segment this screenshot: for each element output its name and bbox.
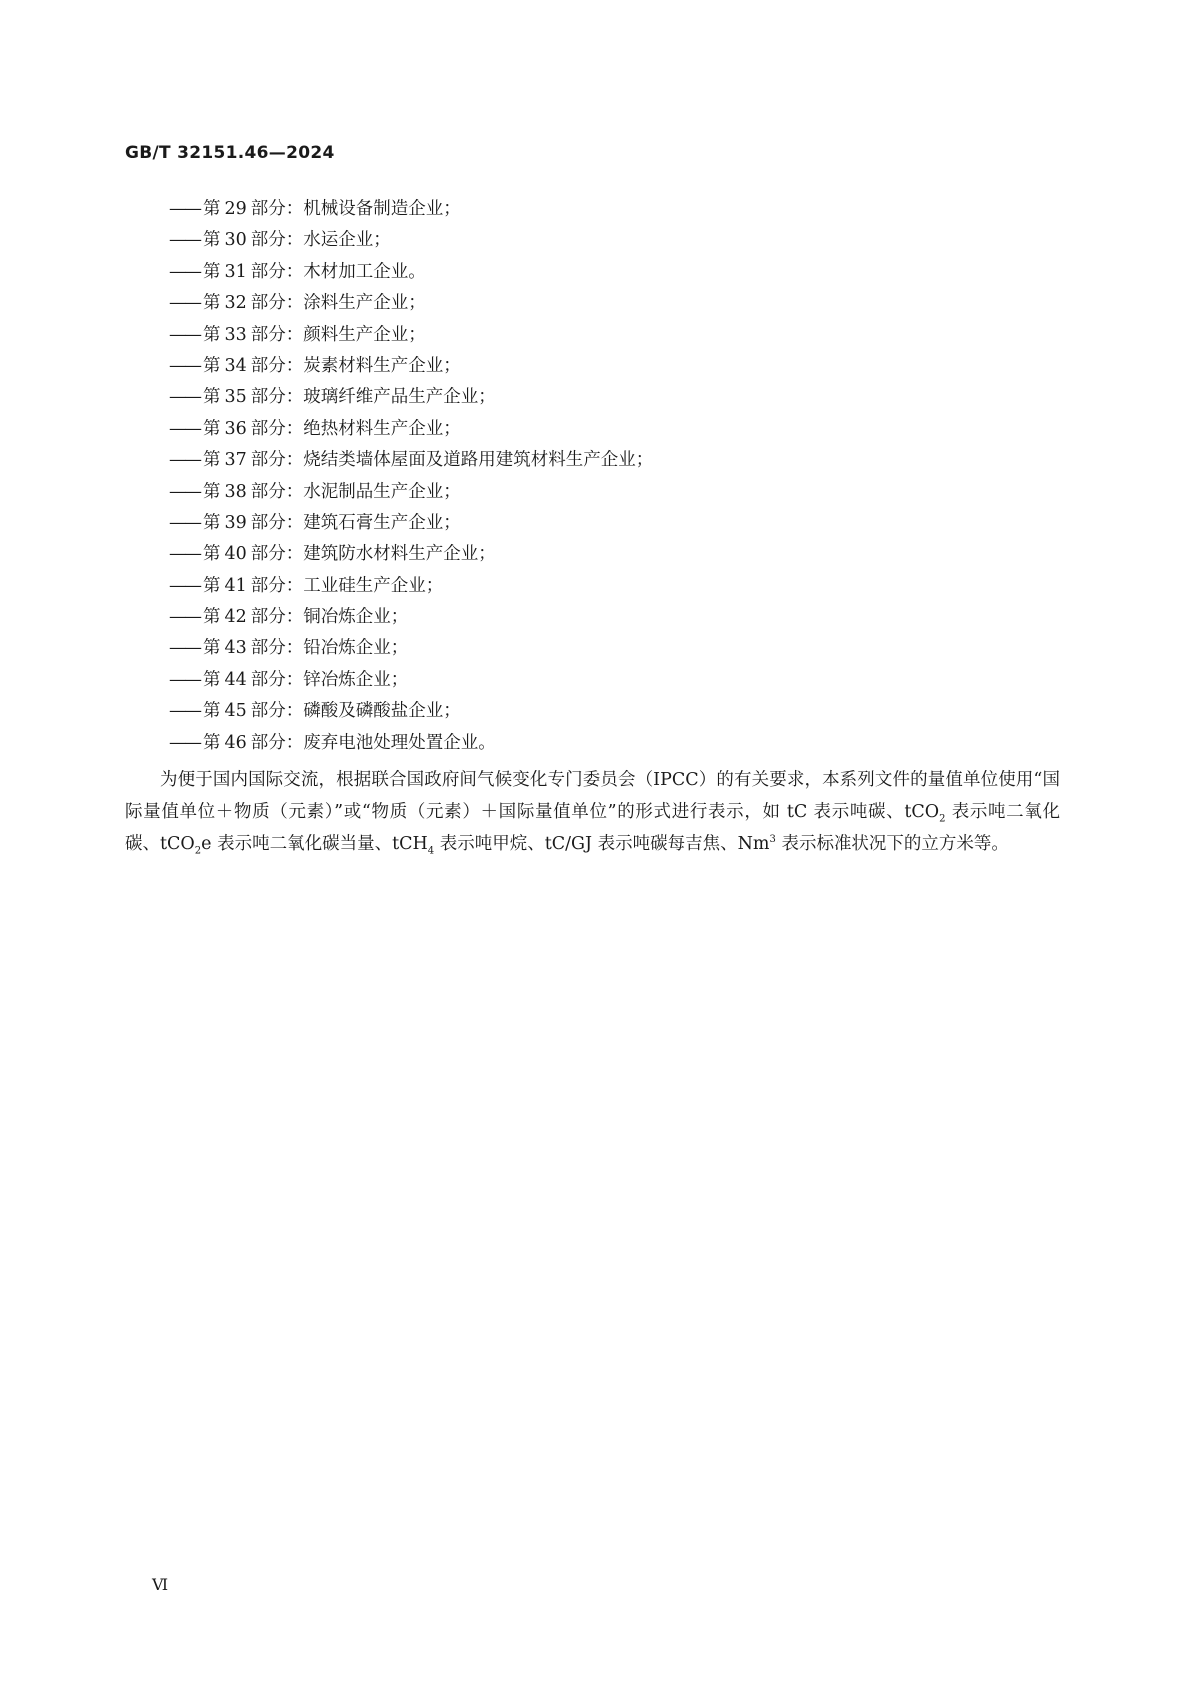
part-number: 30 <box>224 230 247 251</box>
list-item <box>169 351 653 382</box>
dash: —— <box>169 732 200 753</box>
list-item <box>169 320 653 351</box>
paragraph-text-2: 表示吨二氧化碳、tCO <box>125 802 1061 854</box>
part-prefix: 第 <box>203 701 221 722</box>
superscript-3: 3 <box>769 834 776 846</box>
part-title: 铅冶炼企业； <box>303 638 409 659</box>
part-title: 磷酸及磷酸盐企业； <box>303 701 461 722</box>
part-title: 烧结类墙体屋面及道路用建筑材料生产企业； <box>303 450 654 471</box>
part-suffix: 部分： <box>250 355 304 376</box>
part-title: 机械设备制造企业； <box>303 199 461 219</box>
part-prefix: 第 <box>203 481 221 502</box>
part-prefix: 第 <box>203 418 221 439</box>
part-title: 玻璃纤维产品生产企业； <box>303 387 496 408</box>
part-suffix: 部分： <box>250 450 304 471</box>
part-suffix: 部分： <box>250 669 304 690</box>
part-number: 43 <box>224 638 247 659</box>
part-suffix: 部分： <box>250 418 304 439</box>
list-item <box>169 696 653 727</box>
part-suffix: 部分： <box>250 638 304 659</box>
subscript-4: 4 <box>427 845 435 857</box>
part-suffix: 部分： <box>250 261 304 282</box>
part-prefix: 第 <box>203 230 221 251</box>
part-suffix: 部分： <box>250 607 304 628</box>
part-number: 36 <box>224 418 247 439</box>
part-prefix: 第 <box>203 732 221 753</box>
dash: —— <box>169 324 200 345</box>
part-suffix: 部分： <box>250 387 304 408</box>
part-title: 建筑石膏生产企业； <box>303 512 461 533</box>
dash: —— <box>169 512 200 533</box>
part-title: 绝热材料生产企业； <box>303 418 461 439</box>
dash: —— <box>169 669 200 690</box>
part-title: 颜料生产企业； <box>303 324 426 345</box>
part-prefix: 第 <box>203 293 221 314</box>
part-prefix: 第 <box>203 387 221 408</box>
part-title: 炭素材料生产企业； <box>303 355 461 376</box>
paragraph-text-3: e 表示吨二氧化碳当量、tCH <box>201 834 428 854</box>
dash: —— <box>169 355 200 376</box>
part-prefix: 第 <box>203 575 221 596</box>
part-prefix: 第 <box>203 669 221 690</box>
part-prefix: 第 <box>203 261 221 282</box>
dash: —— <box>169 701 200 722</box>
dash: —— <box>169 418 200 439</box>
part-number: 37 <box>224 450 247 471</box>
part-title: 废弃电池处理处置企业。 <box>303 732 496 753</box>
paragraph-text-4: 表示吨甲烷、tC/GJ 表示吨碳每吉焦、Nm <box>434 834 770 854</box>
subscript-2: 2 <box>939 813 946 825</box>
part-prefix: 第 <box>203 544 221 565</box>
part-prefix: 第 <box>203 324 221 345</box>
list-item <box>169 477 653 508</box>
part-prefix: 第 <box>203 355 221 376</box>
list-item <box>169 602 653 633</box>
list-item <box>169 288 653 319</box>
dash: —— <box>169 450 200 471</box>
part-suffix: 部分： <box>250 293 304 314</box>
part-number: 38 <box>224 481 247 502</box>
units-paragraph <box>125 764 1060 860</box>
list-item <box>169 508 653 539</box>
part-prefix: 第 <box>203 638 221 659</box>
dash: —— <box>169 293 200 314</box>
list-item <box>169 414 653 445</box>
part-number: 42 <box>224 607 247 628</box>
part-suffix: 部分： <box>250 732 304 753</box>
part-suffix: 部分： <box>250 544 304 565</box>
part-number: 33 <box>224 324 247 345</box>
list-item <box>169 665 653 696</box>
part-suffix: 部分： <box>250 230 304 251</box>
part-suffix: 部分： <box>250 701 304 722</box>
standard-code: GB/T 32151.46—2024 <box>125 143 335 163</box>
list-item <box>169 194 653 225</box>
dash: —— <box>169 481 200 502</box>
list-item <box>169 571 653 602</box>
part-number: 32 <box>224 293 247 314</box>
part-title: 铜冶炼企业； <box>303 607 409 628</box>
list-item <box>169 382 653 413</box>
part-title: 涂料生产企业； <box>303 293 426 314</box>
dash: —— <box>169 387 200 408</box>
dash: —— <box>169 199 200 219</box>
list-item <box>169 445 653 476</box>
part-title: 锌冶炼企业； <box>303 669 409 690</box>
part-title: 建筑防水材料生产企业； <box>303 544 496 565</box>
list-item <box>169 633 653 664</box>
part-title: 木材加工企业。 <box>303 261 426 282</box>
part-number: 44 <box>224 669 247 690</box>
part-number: 45 <box>224 701 247 722</box>
part-title: 水泥制品生产企业； <box>303 481 461 502</box>
part-prefix: 第 <box>203 607 221 628</box>
part-suffix: 部分： <box>250 324 304 345</box>
paragraph-text-1: 为便于国内国际交流，根据联合国政府间气候变化专门委员会（IPCC）的有关要求，本系列文件的量值单位使用“国际量值单位＋物质（元素）”或“物质（元素）＋国际量值单位”的形式进行表示，如 tC 表示吨碳、tCO <box>125 770 1060 822</box>
part-prefix: 第 <box>203 199 221 219</box>
parts-list <box>169 194 653 759</box>
part-suffix: 部分： <box>250 199 304 219</box>
list-item <box>169 539 653 570</box>
list-item <box>169 225 653 256</box>
page-number: Ⅵ <box>152 1575 169 1594</box>
dash: —— <box>169 607 200 628</box>
part-number: 39 <box>224 512 247 533</box>
part-suffix: 部分： <box>250 481 304 502</box>
dash: —— <box>169 544 200 565</box>
dash: —— <box>169 230 200 251</box>
part-number: 40 <box>224 544 247 565</box>
dash: —— <box>169 261 200 282</box>
part-number: 41 <box>224 575 247 596</box>
subscript-2b: 2 <box>194 845 202 857</box>
dash: —— <box>169 638 200 659</box>
part-prefix: 第 <box>203 512 221 533</box>
part-number: 35 <box>224 387 247 408</box>
part-title: 工业硅生产企业； <box>303 575 444 596</box>
part-suffix: 部分： <box>250 575 304 596</box>
part-prefix: 第 <box>203 450 221 471</box>
paragraph-text-5: 表示标准状况下的立方米等。 <box>775 834 1009 854</box>
part-number: 34 <box>224 355 247 376</box>
part-number: 46 <box>224 732 247 753</box>
part-title: 水运企业； <box>303 230 391 251</box>
list-item <box>169 728 653 759</box>
part-suffix: 部分： <box>250 512 304 533</box>
part-number: 31 <box>224 261 247 282</box>
list-item <box>169 257 653 288</box>
part-number: 29 <box>224 199 247 219</box>
dash: —— <box>169 575 200 596</box>
